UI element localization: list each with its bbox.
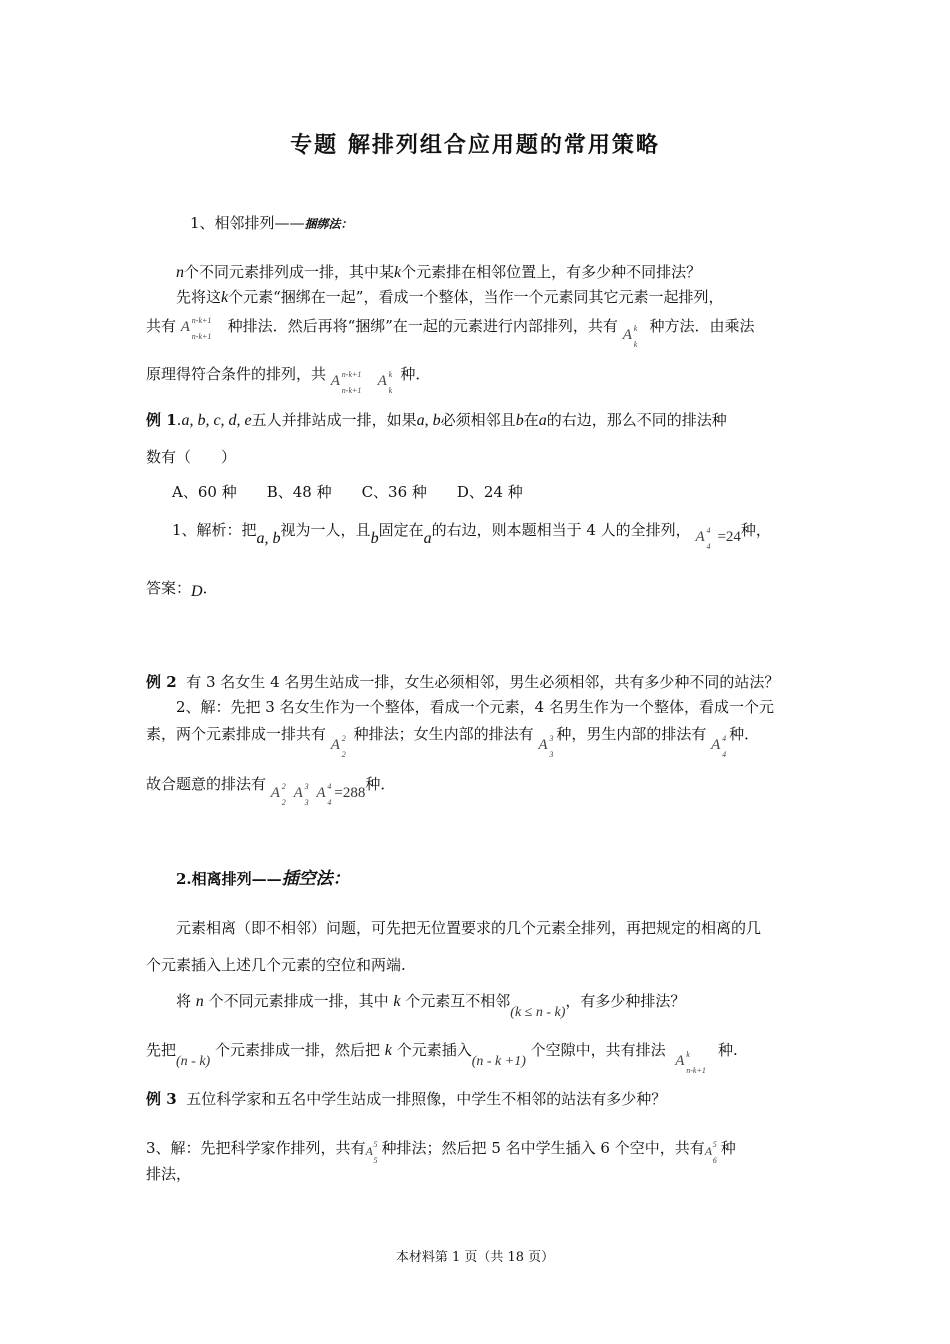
formula-A33: A 3 3: [538, 734, 554, 759]
formula-A-perm: A n-k+1 n-k+1: [330, 370, 362, 395]
text: 种.: [717, 1041, 738, 1059]
var-a: a: [538, 412, 547, 429]
var-k: k: [394, 264, 402, 281]
text: 的右边，则本题相当于 4 人的全排列，: [431, 521, 691, 539]
text: 必须相邻且: [440, 411, 516, 429]
text: 有 3 名女生 4 名男生站成一排，女生必须相邻，男生必须相邻，共有多少种不同的站法？: [186, 673, 780, 691]
text: 种方法．由乘法: [649, 317, 755, 335]
formula-A55: A 5 5: [365, 1140, 378, 1165]
section-1-para-1: [176, 287, 723, 308]
example-2-question: [146, 672, 779, 692]
page-title: 专题 解排列组合应用题的常用策略: [290, 133, 660, 158]
formula-A44: A 4 4: [695, 526, 711, 551]
text: 种．: [400, 365, 431, 383]
formula-A44: A 4 4: [711, 734, 727, 759]
text: .: [176, 411, 182, 429]
example-2-solution-3: [146, 774, 396, 807]
example-3-solution-2: 排法，: [146, 1165, 192, 1183]
text: 种排法；女生内部的排法有: [353, 725, 534, 743]
text: 答案：: [146, 579, 192, 597]
page-footer: 本材料第 1 页（共 18 页）: [395, 1250, 555, 1265]
formula-A22: A 2 2: [270, 782, 286, 807]
text: 个不同元素排列成一排，其中某: [184, 263, 395, 281]
example-label: 例 2: [146, 673, 177, 691]
text: 先将这: [176, 288, 222, 306]
text: 个元素排成一排，然后把: [215, 1041, 381, 1059]
var-b: b: [515, 412, 524, 429]
text: 固定在: [378, 521, 424, 539]
text: 五位科学家和五名中学生站成一排照像，中学生不相邻的站法有多少种？: [186, 1090, 667, 1108]
text: 素，两个元素排成一排共有: [146, 725, 327, 743]
text: 1、解析：把: [172, 521, 257, 539]
section-2-answer: [146, 1040, 738, 1075]
var-a: a: [423, 530, 432, 547]
text: 视为一人，且: [280, 521, 371, 539]
section-1-number: 1、相邻排列——: [190, 214, 305, 232]
formula-A44: A 4 4: [316, 782, 332, 807]
section-1-method: 捆绑法：: [304, 217, 353, 231]
section-2-number: 2.相离排列——: [176, 870, 282, 888]
section-2-para-2: 个元素插入上述几个元素的空位和两端.: [146, 956, 406, 974]
section-2-question: [176, 991, 686, 1020]
example-1-solution: [172, 520, 771, 551]
formula-A65: A 5 6: [704, 1140, 717, 1165]
var-b: b: [370, 530, 379, 547]
text: 种，男生内部的排法有: [556, 725, 707, 743]
text: 原理得符合条件的排列，共: [146, 365, 327, 383]
section-1-para-3: [146, 364, 431, 395]
example-1-options: A、60 种 B、48 种 C、36 种 D、24 种: [172, 483, 523, 501]
text: 五人并排站成一排，如果: [251, 411, 417, 429]
text: 先把: [146, 1041, 177, 1059]
text: 个元素插入: [396, 1041, 472, 1059]
text: 种，: [740, 521, 771, 539]
section-1-heading: [190, 213, 353, 234]
var-k: k: [221, 289, 229, 306]
example-3-question: [146, 1089, 666, 1109]
formula: (n - k): [176, 1054, 211, 1069]
text: 种．: [365, 775, 396, 793]
text: 在: [523, 411, 539, 429]
text: 个元素“捆绑在一起”，看成一个整体，当作一个元素同其它元素一起排列，: [228, 288, 724, 306]
text: 的右边，那么不同的排法种: [546, 411, 727, 429]
answer-value: D: [191, 583, 203, 600]
var-n: n: [195, 993, 204, 1010]
vars: a, b, c, d, e: [181, 412, 252, 429]
section-1-question: [176, 262, 701, 283]
text: 共有: [146, 317, 177, 335]
formula-value: =288: [334, 785, 366, 801]
text: 个元素互不相邻: [405, 992, 511, 1010]
formula: (n - k +1): [471, 1054, 526, 1069]
formula-A-k: A k k: [377, 370, 393, 395]
text: 个元素排在相邻位置上，有多少种不同排法？: [401, 263, 702, 281]
text: 个空隙中，共有排法: [530, 1041, 666, 1059]
text: 将: [176, 992, 192, 1010]
example-3-solution-1: [146, 1138, 736, 1165]
section-2-method: 插空法：: [281, 869, 350, 889]
example-1-answer: [146, 578, 218, 599]
example-1-question-cont: 数有（ ）: [146, 448, 237, 466]
example-label: 例 3: [146, 1090, 177, 1108]
text: 种排法．然后再将“捆绑”在一起的元素进行内部排列，共有: [227, 317, 618, 335]
example-label: 例 1: [146, 411, 177, 429]
var-n: n: [176, 264, 184, 281]
example-2-solution-1: 2、解：先把 3 名女生作为一个整体，看成一个元素，4 名男生作为一个整体，看成一个元: [176, 698, 774, 716]
text: ，有多少种排法？: [565, 992, 686, 1010]
text: 故合题意的排法有: [146, 775, 267, 793]
example-1-question: [146, 410, 727, 431]
formula-A33: A 3 3: [293, 782, 309, 807]
text: ．: [202, 579, 218, 597]
var-k: k: [384, 1042, 392, 1059]
vars: a, b: [416, 412, 441, 429]
formula-A22: A 2 2: [330, 734, 346, 759]
text: 种: [720, 1139, 736, 1157]
section-1-para-2: [146, 316, 755, 349]
section-2-heading: [176, 869, 350, 889]
vars: a, b: [256, 530, 281, 547]
text: 种．: [729, 725, 760, 743]
text: 个不同元素排成一排，其中: [208, 992, 389, 1010]
section-2-para-1: 元素相离（即不相邻）问题，可先把无位置要求的几个元素全排列，再把规定的相离的几: [176, 919, 762, 937]
formula-A-k-n-k-1: A k n-k+1: [675, 1050, 706, 1075]
condition-formula: (k ≤ n - k): [510, 1005, 566, 1020]
text: 3、解：先把科学家作排列，共有: [146, 1139, 366, 1157]
formula-A-k: A k k: [622, 324, 638, 349]
formula-A-perm: A n-k+1 n-k+1: [180, 316, 212, 341]
text: 种排法；然后把 5 名中学生插入 6 个空中，共有: [381, 1139, 705, 1157]
example-2-solution-2: [146, 724, 760, 759]
formula-value: =24: [717, 529, 741, 545]
var-k: k: [393, 993, 401, 1010]
